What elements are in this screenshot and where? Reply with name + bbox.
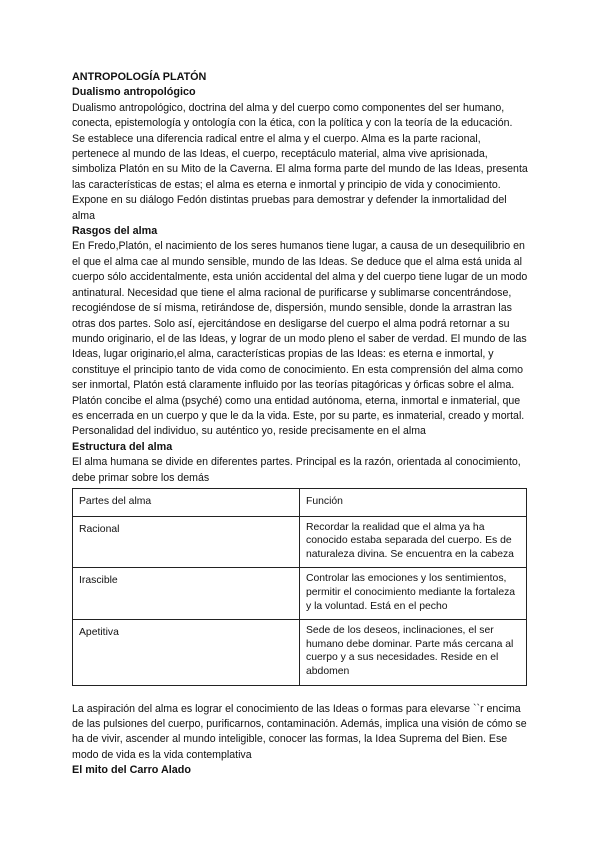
table-row [73, 620, 527, 685]
table-cell-part: Irascible [73, 568, 300, 620]
table-cell-function: Recordar la realidad que el alma ya ha conocido estaba separada del cuerpo. Es de naturaleza divina. Se encuentra en la cabeza [300, 516, 527, 568]
table-header-partes: Partes del alma [73, 488, 300, 516]
table-header-row [73, 488, 527, 516]
section-body-dualismo: Dualismo antropológico, doctrina del alma y del cuerpo como componentes del ser humano, conecta, epistemología y ontología con la ética, con la política y con la teoría de la educación. Se establece una diferencia radical entre el alma y el cuerpo. Alma es la parte racional, pertenece al mundo de las Ideas, el cuerpo, receptáculo material, alma vive aprisionada, simboliza Platón en su Mito de la Caverna. El alma forma parte del mundo de las Ideas, presenta las características de estas; el alma es eterna e inmortal y principio de vida y conocimiento. Expone en su diálogo Fedón distintas pruebas para demostrar y defender la inmortalidad del alma [72, 101, 528, 222]
table-cell-part: Racional [73, 516, 300, 568]
section-body-rasgos: En Fredo,Platón, el nacimiento de los seres humanos tiene lugar, a causa de un desequilibrio en el que el alma cae al mundo sensible, mundo de las Ideas. Se deduce que el alma está unida al cuerpo sólo accidentalmente, esta unión accidental del alma y del cuerpo tiene lugar de un modo antinatural. Necesidad que tiene el alma racional de purificarse y sublimarse concentrándose, recogiéndose de sí misma, retirándose de, dispersión, mundo sensible, donde la arrastran las otras dos partes. Solo así, ejercitándose en desligarse del cuerpo el alma podrá retornar a su mundo originario, el de las Ideas, y lograr de un modo pleno el saber de verdad. El mundo de las Ideas, lugar originario,el alma, características propias de las Ideas: es eterna e inmortal, y constituye el principio tanto de vida como de conocimiento. En esta comprensión del alma como ser inmortal, Platón está claramente influido por las teorías pitagóricas y órficas sobre el alma. Platón concibe el alma (psyché) como una entidad autónoma, eterna, inmortal e inmaterial, que es encerrada en un cuerpo y que le da la vida. Este, por su parte, es inmaterial, creado y mortal. Personalidad del individuo, su auténtico yo, reside precisamente en el alma [72, 240, 528, 438]
section-body-estructura: El alma humana se divide en diferentes partes. Principal es la razón, orientada al conocimiento, debe primar sobre los demás [72, 456, 521, 484]
section-heading-carro-alado: El mito del Carro Alado [72, 764, 191, 777]
table-header-funcion: Función [300, 488, 527, 516]
table-cell-function: Sede de los deseos, inclinaciones, el ser humano debe dominar. Parte más cercana al cuerpo y a sus necesidades. Reside en el abdomen [300, 620, 527, 685]
section-heading-rasgos: Rasgos del alma [72, 225, 158, 238]
soul-parts-table [72, 488, 527, 686]
table-cell-part: Apetitiva [73, 620, 300, 685]
table-cell-function: Controlar las emociones y los sentimientos, permitir el conocimiento mediante la fortaleza y la voluntad. Está en el pecho [300, 568, 527, 620]
table-row [73, 568, 527, 620]
section-heading-dualismo: Dualismo antropológico [72, 86, 196, 99]
closing-paragraph: La aspiración del alma es lograr el conocimiento de las Ideas o formas para elevarse ``r encima de las pulsiones del cuerpo, purificarnos, contaminación. Además, implica una visión de cómo se ha de vivir, ascender al mundo inteligible, conocer las formas, la Idea Suprema del Bien. Ese modo de vida es la vida contemplativa [72, 702, 527, 761]
document-title: ANTROPOLOGÍA PLATÓN [72, 71, 207, 83]
table-row [73, 516, 527, 568]
section-heading-estructura: Estructura del alma [72, 440, 173, 453]
